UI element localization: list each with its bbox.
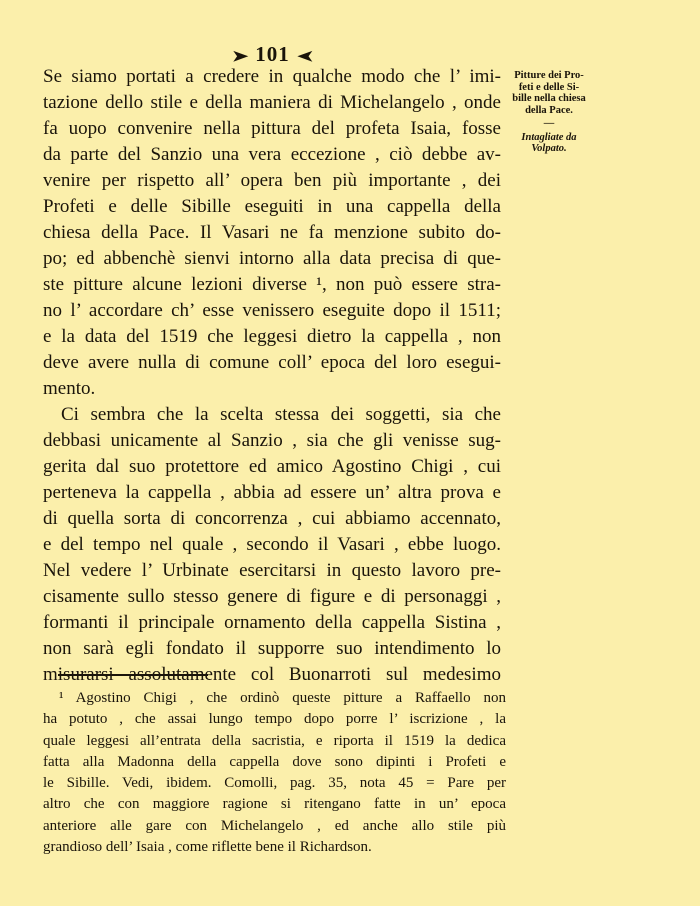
text-line: e del tempo nel quale , secondo il Vasari , ebbe luogo. (43, 534, 501, 555)
margin-note (506, 70, 592, 155)
margin-note-line: Volpato. (531, 143, 567, 154)
margin-note-line: della Pace. (525, 104, 573, 116)
text-line: Ci sembra che la scelta stessa dei soggetti, sia che (61, 404, 501, 425)
text-line: da parte del Sanzio una vera eccezione , ciò debbe av- (43, 144, 501, 165)
left-ornament-icon: ➤ (231, 49, 250, 65)
footnote-line: grandioso dell’ Isaia , come riflette bene il Richardson. (43, 839, 372, 856)
right-ornament-icon: ➤ (295, 49, 314, 65)
text-line: perteneva la cappella , abbia ad essere un’ altra prova e (43, 482, 501, 503)
text-line: po; ed abbenchè sienvi intorno alla data precisa di que- (43, 248, 501, 269)
margin-note-line: Pitture dei Pro- (514, 70, 584, 81)
text-line: no l’ accordare ch’ esse venissero eseguite dopo il 1511; (43, 300, 501, 321)
page-number: 101 (255, 42, 290, 66)
footnote-line: quale leggesi all’entrata della sacristia, e riporta il 1519 la dedica (43, 732, 506, 749)
text-line: di quella sorta di concorrenza , cui abbiamo accennato, (43, 508, 501, 529)
footnote-line: le Sibille. Vedi, ibidem. Comolli, pag. 35, nota 45 = Pare per (43, 775, 506, 792)
text-line: Se siamo portati a credere in qualche modo che l’ imi- (43, 66, 501, 87)
main-text (43, 64, 501, 688)
margin-note-dash: — (543, 118, 555, 129)
text-line: gerita dal suo protettore ed amico Agostino Chigi , cui (43, 456, 501, 477)
text-line: debbasi unicamente al Sanzio , sia che gli venisse sug- (43, 430, 501, 451)
text-line: venire per rispetto all’ opera ben più importante , dei (43, 170, 501, 191)
text-line: e la data del 1519 che leggesi dietro la cappella , non (43, 326, 501, 347)
text-line: ste pitture alcune lezioni diverse ¹, non può essere stra- (43, 274, 501, 295)
margin-note-line: Intagliate da (521, 131, 577, 143)
text-line: non sarà egli fondato il supporre suo intendimento lo (43, 638, 501, 659)
margin-note-line: feti e delle Si- (518, 81, 580, 93)
text-line: misurarsi assolutamente col Buonarroti sul medesimo (43, 664, 501, 685)
margin-note-line: bille nella chiesa (512, 93, 586, 104)
footnote-line: anteriore alle gare con Michelangelo , ed anche allo stile più (43, 817, 506, 834)
text-line: tazione dello stile e della maniera di Michelangelo , onde (43, 92, 501, 113)
footnote-line: altro che con maggiore ragione si ritengano fatte in un’ epoca (43, 796, 506, 813)
footnote-rule (58, 674, 208, 676)
text-line: Nel vedere l’ Urbinate esercitarsi in questo lavoro pre- (43, 560, 501, 581)
text-line: mento. (43, 378, 96, 399)
footnote-line: ¹ Agostino Chigi , che ordinò queste pitture a Raffaello non (59, 690, 506, 706)
footnote (43, 688, 506, 858)
footnote-line: ha potuto , che assai lungo tempo dopo porre l’ iscrizione , la (43, 711, 506, 728)
text-line: chiesa della Pace. Il Vasari ne fa menzione subito do- (43, 222, 501, 243)
text-line: formanti il principale ornamento della cappella Sistina , (43, 612, 501, 633)
text-line: fa uopo convenire nella pittura del profeta Isaia, fosse (43, 118, 501, 139)
footnote-line: fatta alla Madonna della cappella dove sono dipinti i Profeti e (43, 753, 506, 770)
text-line: Profeti e delle Sibille eseguiti in una cappella della (43, 196, 501, 217)
text-line: deve avere nulla di comune coll’ epoca del loro esegui- (43, 352, 501, 373)
text-line: cisamente sullo stesso genere di figure e di personaggi , (43, 586, 501, 607)
